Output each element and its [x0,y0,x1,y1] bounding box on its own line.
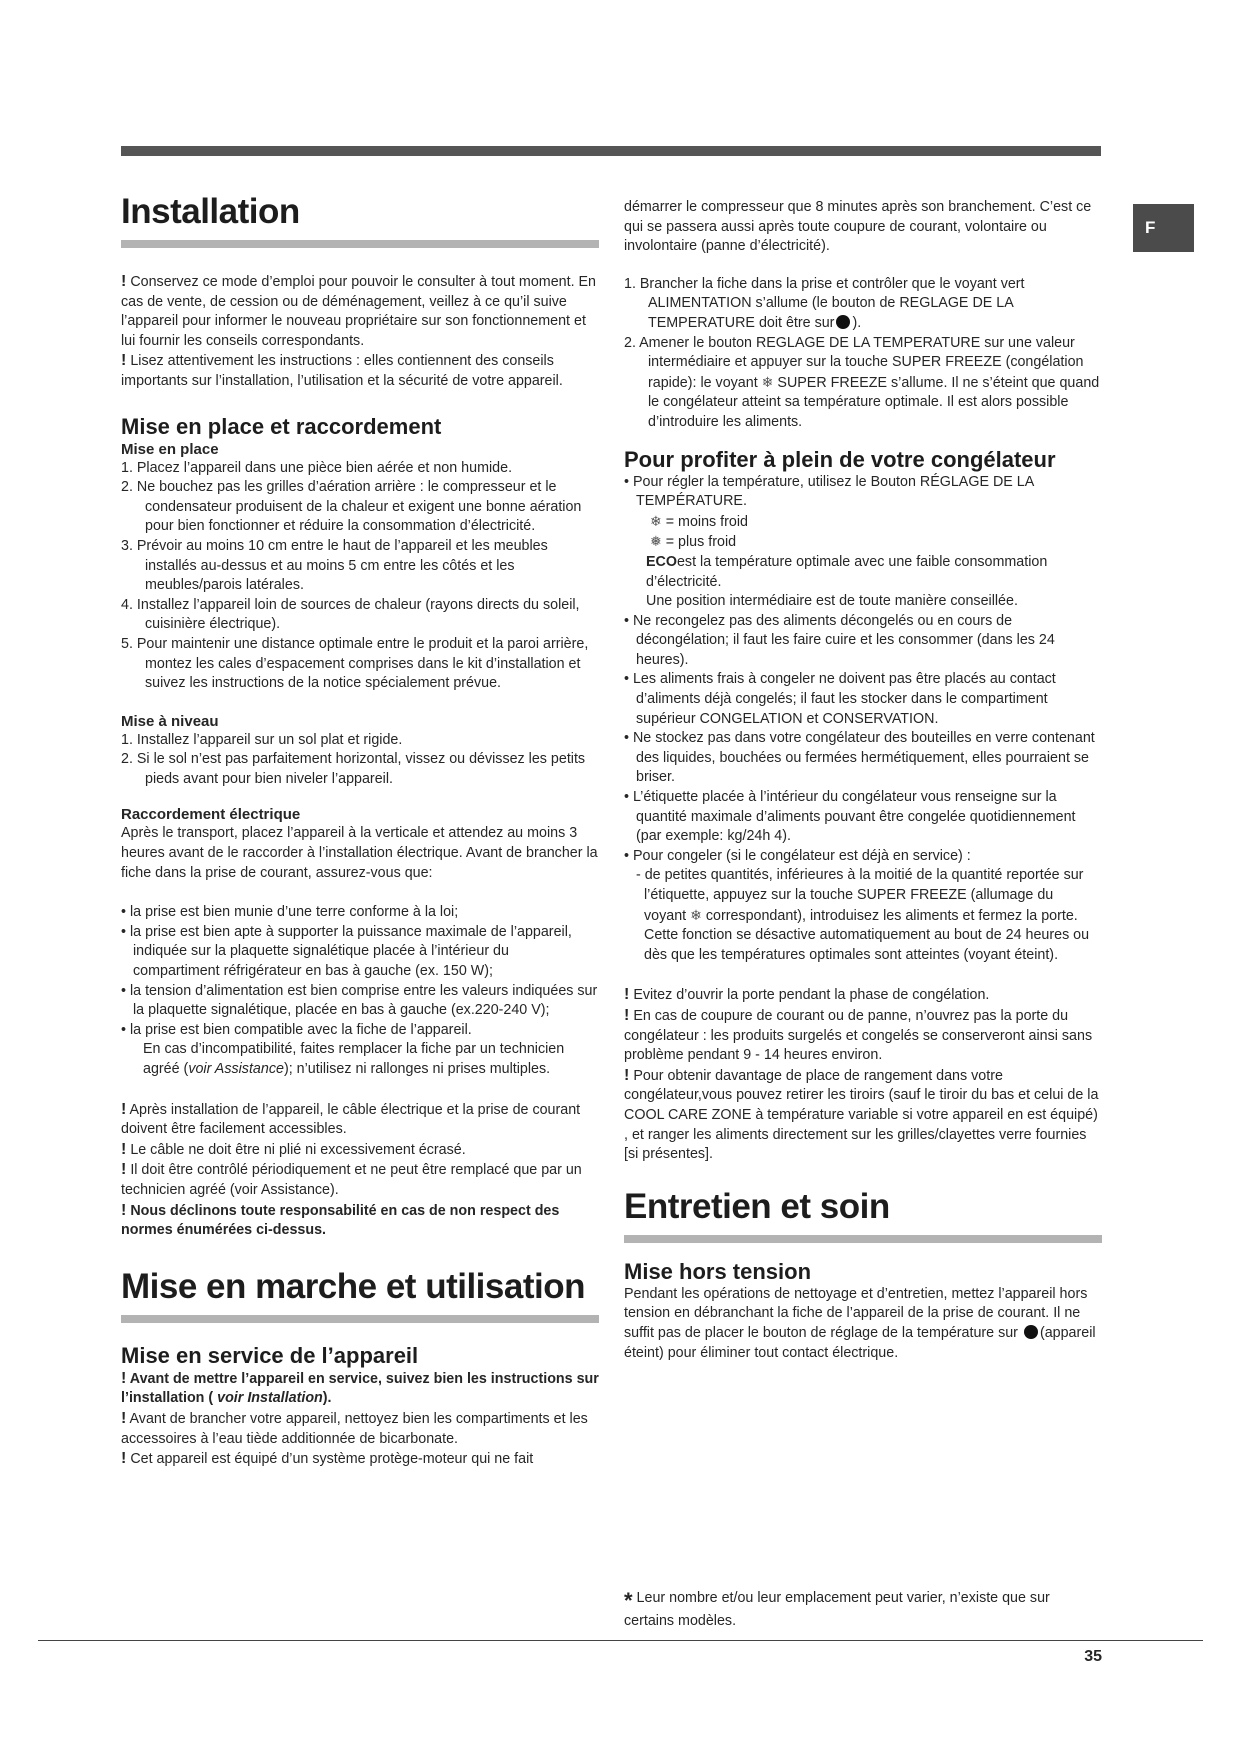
warning-3: ! Il doit être contrôlé périodiquement et ne peut être remplacé que par un technicien agréé (voir Assistance). [121,1161,582,1198]
snowflake-large-icon: ❅ [650,533,662,550]
mise-hors-tension-heading: Mise hors tension [624,1258,812,1284]
installation-title: Installation [121,192,300,231]
warning-2: ! En cas de coupure de courant ou de panne, n’ouvrez pas la porte du congélateur : les produits surgelés et congelés se conserveront ainsi sans problème pendant 9 - 14 heures environ. [624,1006,1093,1064]
title-underline [121,1315,599,1323]
list-item: 3. Prévoir au moins 10 cm entre le haut de l’appareil et les meubles installés au-dessus et au moins 5 cm entre les côtés et les meubles/parois latérales. [121,537,548,594]
sub-raccordement: Raccordement électrique [121,806,301,824]
list-item: 2. Ne bouchez pas les grilles d’aération arrière : le compresseur et le condensateur produisent de la chaleur et exigent une bonne aération pour bien fonctionner et réduire la consommation d’électricité. [121,479,582,535]
list-item: 2. Amener le bouton REGLAGE DE LA TEMPERATURE sur une valeur intermédiaire et appuyer sur la touche SUPER FREEZE (congélation rapide): le voyant ❄ SUPER FREEZE s’allume. Il ne s’éteint que quand le congélateur atteint sa température optimale. Il est alors possible d’introduire les aliments. [624,334,1100,430]
footnote-text: Leur nombre et/ou leur emplacement peut varier, n’existe que sur certains modèles. [624,1590,1050,1629]
snowflake-small-icon: ❄ [650,512,662,529]
top-rule [121,146,1101,156]
list-item: • Pour régler la température, utilisez le Bouton RÉGLAGE DE LA TEMPÉRATURE. [624,473,1034,510]
install-reminder: ! Avant de mettre l’appareil en service, suivez bien les instructions sur l’installation ( voir Installation). [121,1369,599,1407]
list-item: 1. Placez l’appareil dans une pièce bien aérée et non humide. [121,459,513,476]
footnote [624,1588,1102,1632]
title-underline [121,240,599,248]
snowflake-icon: ❄ [690,906,702,923]
snowflake-icon: ❄ [761,373,774,390]
list-item: • Pour congeler (si le congélateur est déjà en service) : [624,847,971,864]
list-item: • Les aliments frais à congeler ne doivent pas être placés au contact d’aliments déjà congelés; il faut les stocker dans le compartiment supérieur CONGELATION et CONSERVATION. [624,671,1056,727]
page-number: 35 [1084,1648,1102,1665]
list-item: • L’étiquette placée à l’intérieur du congélateur vous renseigne sur la quantité maximale d’aliments pouvant être congelée quotidiennement (par exemple: kg/24h 4). [624,789,1076,845]
list-item: 4. Installez l’appareil loin de sources de chaleur (rayons directs du soleil, cuisinière électrique). [121,596,580,633]
list-item: • la tension d’alimentation est bien comprise entre les valeurs indiquées sur la plaquette signalétique, placée en bas à gauche (ex.220-240 V); [121,982,598,1019]
list-item: • Ne recongelez pas des aliments décongelés ou en cours de décongélation; il faut les faire cuire et les consommer (dans les 24 heures). [624,612,1055,668]
intro-paragraph-2: ! Lisez attentivement les instructions : elles contiennent des conseils importants sur l’installation, l’utilisation et la sécurité de votre appareil. [121,352,563,389]
more-cold-line: ❅ = plus froid [650,533,737,551]
warning-2: ! Le câble ne doit être ni plié ni excessivement écrasé. [121,1140,466,1158]
right-column [624,198,1102,1363]
list-item: 1. Installez l’appareil sur un sol plat et rigide. [121,731,403,748]
warning-bold: ! Nous déclinons toute responsabilité en cas de non respect des normes énumérées ci-dessus. [121,1201,560,1239]
cleaning-note: ! Avant de brancher votre appareil, nettoyez bien les compartiments et les accessoires à l’eau tiède additionnée de bicarbonate. [121,1409,588,1447]
list-item: 5. Pour maintenir une distance optimale entre le produit et la paroi arrière, montez les cales d’espacement comprises dans le kit d’installation et suivez les instructions de la notice spécialement prévue. [121,635,589,692]
elec-intro: Après le transport, placez l’appareil à la verticale et attendez au moins 3 heures avant de le raccorder à l’installation électrique. Avant de brancher la fiche dans la prise de courant, assurez-vous que: [121,825,598,881]
sub-mise-en-place: Mise en place [121,440,219,458]
mise-en-service-heading: Mise en service de l’appareil [121,1342,419,1368]
mise-hors-tension-text: Pendant les opérations de nettoyage et d’entretien, mettez l’appareil hors tension en débranchant la fiche de l’appareil de la prise de courant. Il ne suffit pas de placer le bouton de réglage de la température sur (appareil éteint) pour éliminer tout contact électrique. [624,1285,1096,1361]
motor-protection-note: ! Cet appareil est équipé d’un système protège-moteur qui ne fait [121,1450,534,1468]
list-item: 1. Brancher la fiche dans la prise et contrôler que le voyant vert ALIMENTATION s’allume (le bouton de REGLAGE DE LA TEMPERATURE doit être sur ). [624,275,1025,331]
list-item: 2. Si le sol n’est pas parfaitement horizontal, vissez ou dévissez les petits pieds avant pour bien niveler l’appareil. [121,751,586,787]
off-position-icon [1024,1325,1038,1339]
list-item: • la prise est bien compatible avec la fiche de l’appareil. [121,1021,472,1038]
sub-mise-a-niveau: Mise à niveau [121,712,219,730]
motor-protection-continued: démarrer le compresseur que 8 minutes après son branchement. C’est ce qui se passera aussi après toute coupure de courant, volontaire ou involontaire (panne d’électricité). [624,199,1092,255]
off-position-icon [836,315,850,329]
warning-1: ! Après installation de l’appareil, le câble électrique et la prise de courant doivent être facilement accessibles. [121,1100,581,1138]
eco-note: Une position intermédiaire est de toute manière conseillée. [646,593,1018,610]
list-item-continued: En cas d’incompatibilité, faites remplacer la fiche par un technicien agréé (voir Assistance); n’utilisez ni rallonges ni prises multiples. [143,1041,565,1077]
entretien-title: Entretien et soin [624,1186,890,1226]
mise-en-marche-title: Mise en marche et utilisation [121,1266,585,1306]
list-item: • Ne stockez pas dans votre congélateur des bouteilles en verre contenant des liquides, bouchées ou fermées hermétiquement, elles pourraient se briser. [624,730,1095,786]
bottom-rule [38,1640,1203,1641]
list-item: • la prise est bien apte à supporter la puissance maximale de l’appareil, indiquée sur la plaquette signalétique placée à l’intérieur du compartiment réfrigérateur en bas à gauche (ex. 150 W); [121,923,572,980]
warning-3: ! Pour obtenir davantage de place de rangement dans votre congélateur,vous pouvez retirer les tiroirs (sauf le tiroir du bas et celui de la COOL CARE ZONE à température variable si votre appareil en est équipé) , et ranger les aliments directement sur les grilles/clayettes verre fournies [si présentes]. [624,1066,1099,1163]
list-sub-item: - de petites quantités, inférieures à la moitié de la quantité reportée sur l’étiquette, appuyez sur la touche SUPER FREEZE (allumage du voyant ❄ correspondant), introduisez les aliments et fermez la porte. Cette fonction se désactive automatiquement au bout de 24 heures ou dès que les températures optimales sont atteintes (voyant éteint). [636,867,1090,963]
intro-paragraph-1: ! Conservez ce mode d’emploi pour pouvoir le consulter à tout moment. En cas de vente, de cession ou de déménagement, veillez à ce qu’il suive l’appareil pour informer le nouveau propriétaire sur son fonctionnement et lui fournir les conseils correspondants. [121,273,596,349]
list-item: • la prise est bien munie d’une terre conforme à la loi; [121,904,459,921]
left-column [121,190,599,1470]
title-underline [624,1235,1102,1243]
less-cold-line: ❄ = moins froid [650,512,748,530]
profiter-heading: Pour profiter à plein de votre congélateur [624,446,1056,472]
footnote-star: * [624,1588,633,1613]
eco-line: ECOest la température optimale avec une faible consommation d’électricité. [646,553,1048,590]
warning-1: ! Evitez d’ouvrir la porte pendant la phase de congélation. [624,986,990,1004]
placement-heading: Mise en place et raccordement [121,413,442,439]
language-tab: F [1133,204,1194,252]
